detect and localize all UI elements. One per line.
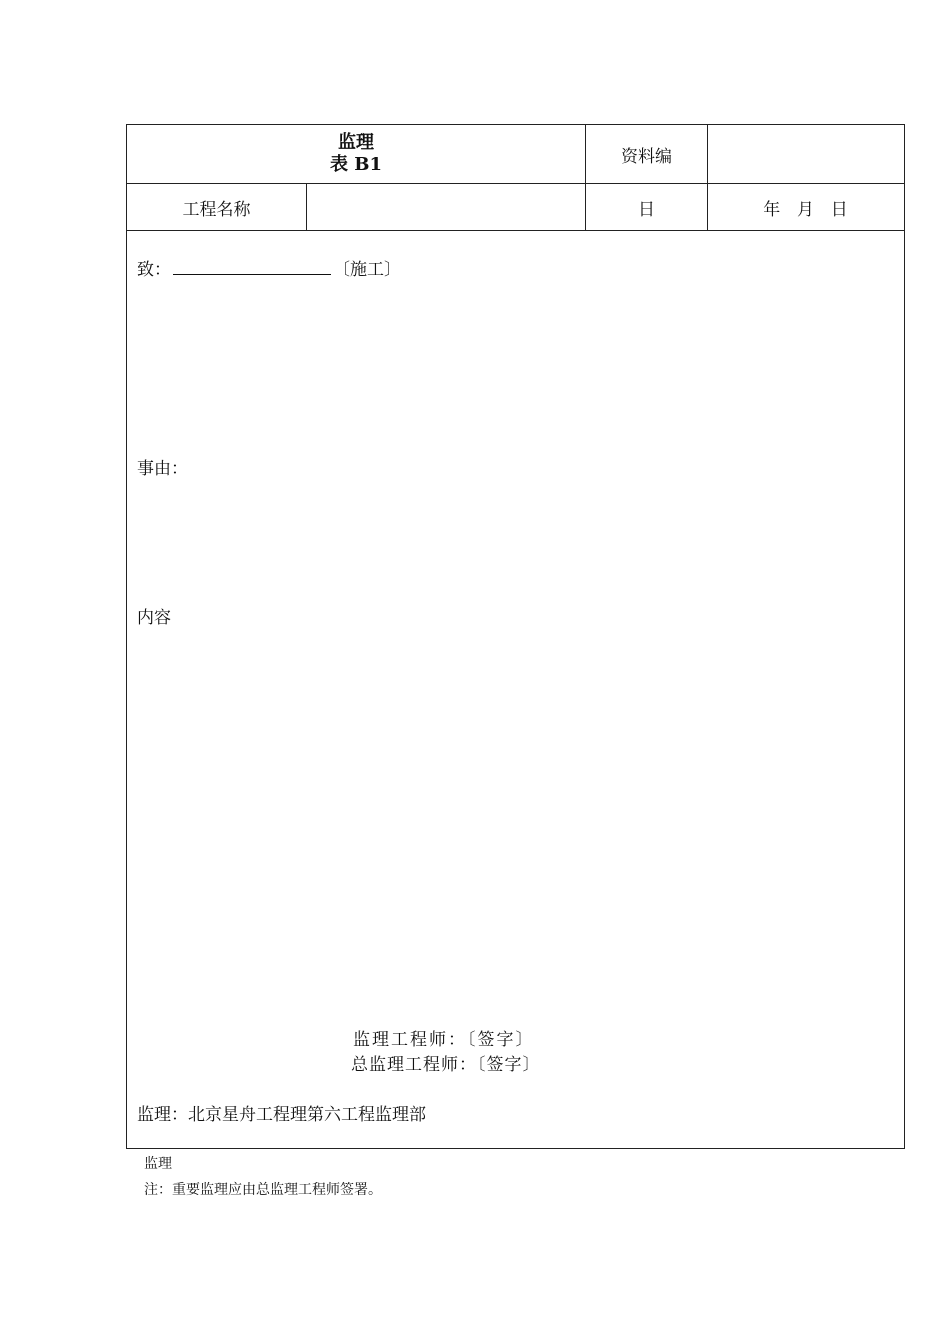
reason-label: 事由： [137,459,188,479]
project-name-field[interactable] [307,184,585,230]
row-divider [127,230,904,231]
chief-engineer-signature: 总监理工程师：〔签字〕 [351,1055,541,1075]
form-title [127,125,585,183]
organization-line: 监理：北京星舟工程理第六工程监理部 [137,1105,426,1125]
to-suffix: 〔施工〕 [333,260,401,280]
supervision-form [126,124,905,1149]
content-label: 内容 [137,608,171,628]
to-prefix: 致： [137,260,171,280]
date-field[interactable]: 年 月 日 [763,199,850,220]
project-name-label: 工程名称 [182,199,251,220]
doc-number-label: 资料编 [621,146,672,167]
footer-label: 监理 [144,1156,172,1172]
date-label: 日 [638,199,655,220]
recipient-blank[interactable] [173,258,331,275]
form-title-line2: 表 B1 [329,154,382,175]
doc-number-field[interactable] [708,125,905,183]
to-line [137,255,401,280]
engineer-signature: 监理工程师：〔签字〕 [353,1030,535,1050]
form-title-line1: 监理 [338,132,374,153]
footer-note: 注：重要监理应由总监理工程师签署。 [144,1182,382,1198]
